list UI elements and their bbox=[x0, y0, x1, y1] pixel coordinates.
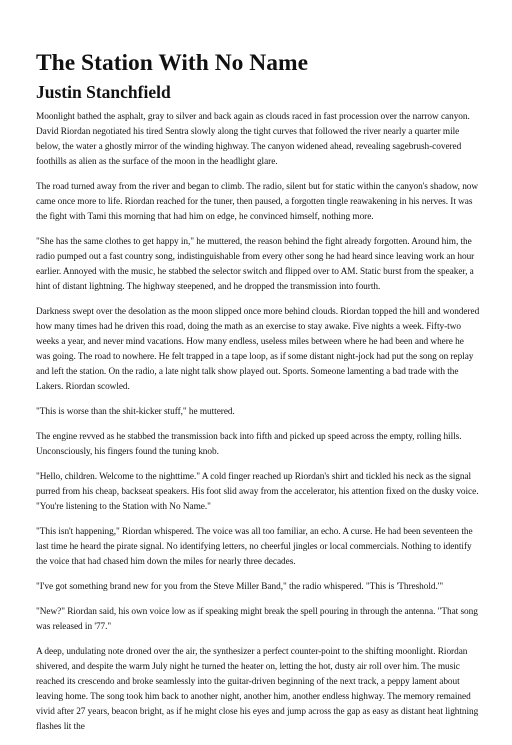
paragraph: "New?" Riordan said, his own voice low as if speaking might break the spell pouring in through the antenna. "That song was released in '77." bbox=[36, 607, 478, 632]
paragraph: "This isn't happening," Riordan whispered. The voice was all too familiar, an echo. A curse. He had been seventeen the last time he heard the pirate signal. No identifying letters, no cheerful jingles or local commercials. Nothing to identify the voice that had chased him down the miles for nearly three decades. bbox=[36, 527, 473, 567]
paragraph: "I've got something brand new for you from the Steve Miller Band," the radio whispered. "This is 'Threshold.'" bbox=[36, 582, 444, 592]
story-title: The Station With No Name bbox=[36, 50, 309, 76]
story-body bbox=[36, 110, 480, 735]
paragraph: "She has the same clothes to get happy in," he muttered, the reason behind the fight already forgotten. Around him, the radio pumped out a fast country song, indistinguishable from every other song he had heard since leaving work an hour earlier. Annoyed with the music, he stabbed the selector switch and flipped over to AM. Static burst from the speaker, a hint of distant lightning. The highway steepened, and he dropped the transmission into fourth. bbox=[36, 237, 475, 292]
author-name: Justin Stanchfield bbox=[36, 82, 171, 102]
paragraph: The engine revved as he stabbed the transmission back into fifth and picked up speed across the empty, rolling hills. Unconsciously, his fingers found the tuning knob. bbox=[36, 432, 462, 457]
paragraph: The road turned away from the river and began to climb. The radio, silent but for static within the canyon's shadow, now came once more to life. Riordan reached for the tuner, then paused, a forgotten tingle reawakening in his nerves. It was the fight with Tami this morning that had him on edge, he convinced himself, nothing more. bbox=[36, 182, 479, 222]
paragraph: "This is worse than the shit-kicker stuff," he muttered. bbox=[36, 407, 235, 417]
document-page bbox=[36, 48, 480, 745]
paragraph: Moonlight bathed the asphalt, gray to silver and back again as clouds raced in fast procession over the narrow canyon. David Riordan negotiated his tired Sentra slowly along the tight curves that followed the river nearly a quarter mile below, the water a ghostly mirror of the winding highway. The canyon widened ahead, revealing sagebrush-covered foothills as alien as the surface of the moon in the headlight glare. bbox=[36, 112, 470, 167]
paragraph: Darkness swept over the desolation as the moon slipped once more behind clouds. Riordan topped the hill and wondered how many times had he driven this road, doing the math as an exercise to stay awake. Five nights a week. Fifty-two weeks a year, and never mind vacations. How many endless, useless miles between where he had been and where he was going. The road to nowhere. He felt trapped in a tape loop, as if some distant night-jock had put the song on replay and left the station. On the radio, a late night talk show played out. Sports. Someone lamenting a bad trade with the Lakers. Riordan scowled. bbox=[36, 307, 480, 392]
paragraph: A deep, undulating note droned over the air, the synthesizer a perfect counter-point to the shifting moonlight. Riordan shivered, and despite the warm July night he turned the heater on, letting the hot, dusty air roll over him. The music reached its crescendo and broke seamlessly into the guitar-driven beginning of the next track, a peppy lament about leaving home. The song took him back to another night, another him, another endless highway. The memory remained vivid after 27 years, beacon bright, as if he might close his eyes and jump across the gap as easy as distant heat lightning flashes lit the bbox=[36, 647, 479, 732]
paragraph: "Hello, children. Welcome to the nighttime." A cold finger reached up Riordan's shirt and tickled his neck as the signal purred from his cheap, backseat speakers. His foot slid away from the accelerator, his attention fixed on the dusky voice. "You're listening to the Station with No Name." bbox=[36, 472, 479, 512]
